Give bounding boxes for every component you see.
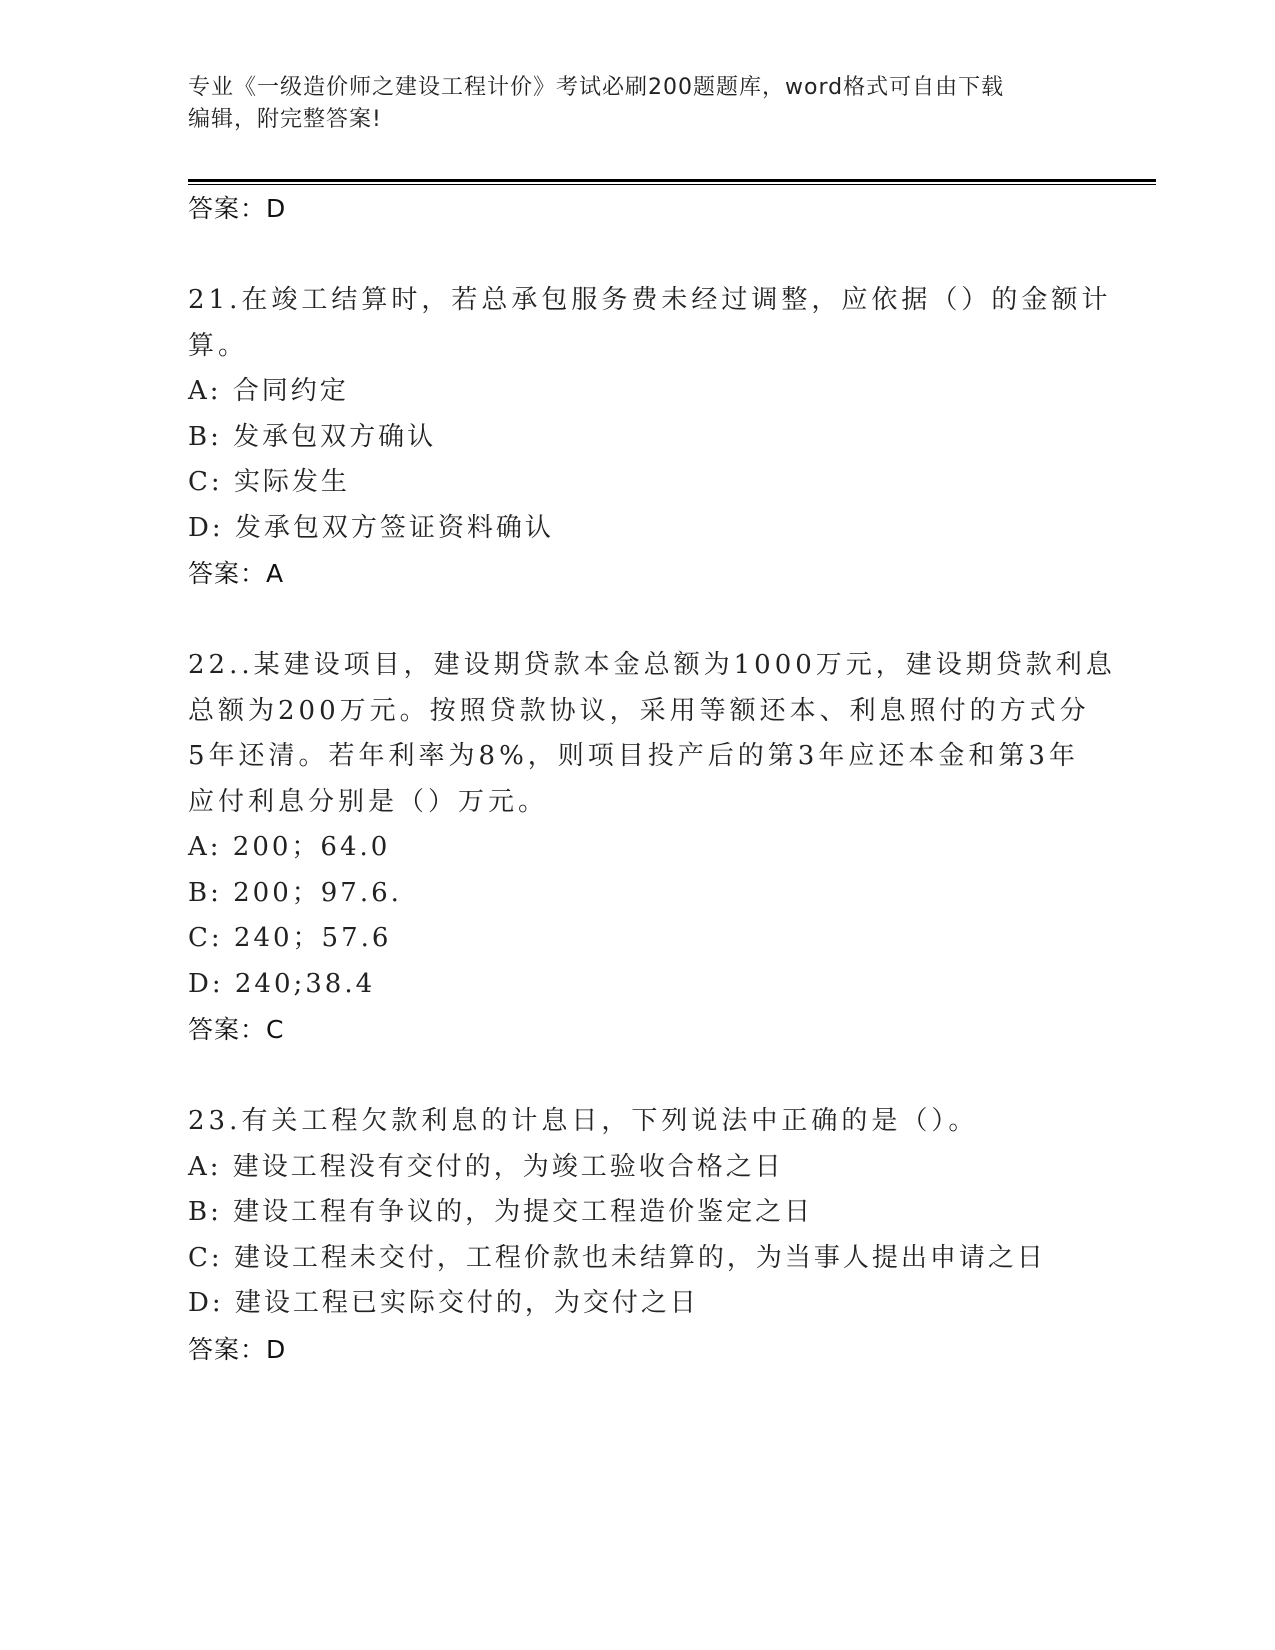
- answer: 答案：C: [188, 1015, 285, 1044]
- option-b: B: 200；97.6.: [188, 877, 402, 908]
- question-23: [188, 1099, 1088, 1373]
- question-text-line: 21.在竣工结算时，若总承包服务费未经过调整，应依据（）的金额计: [188, 285, 1112, 315]
- question-21: [188, 278, 1112, 597]
- header-rule-thin: [188, 184, 1156, 185]
- answer: 答案：D: [188, 1334, 287, 1364]
- question-text-line: 22..某建设项目，建设期贷款本金总额为1000万元，建设期贷款利息: [188, 650, 1116, 680]
- option-c: C: 建设工程未交付，工程价款也未结算的，为当事人提出申请之日: [188, 1242, 1046, 1273]
- option-b: B: 建设工程有争议的，为提交工程造价鉴定之日: [188, 1197, 814, 1227]
- option-a: A: 建设工程没有交付的，为竣工验收合格之日: [188, 1151, 784, 1182]
- option-c: C: 240；57.6: [188, 923, 392, 953]
- option-b: B: 发承包双方确认: [188, 421, 437, 452]
- question-text-line: 总额为200万元。按照贷款协议，采用等额还本、利息照付的方式分: [188, 695, 1090, 726]
- answer: 答案：A: [188, 559, 285, 588]
- spacer: [188, 1053, 1088, 1099]
- question-list: [188, 186, 1116, 1373]
- option-a: A: 合同约定: [188, 376, 349, 406]
- header-line-2: 编辑，附完整答案!: [188, 107, 382, 132]
- spacer: [188, 597, 1088, 643]
- document-header: [188, 72, 1068, 136]
- option-a: A: 200；64.0: [188, 832, 391, 862]
- header-line-1: 专业《一级造价师之建设工程计价》考试必刷200题题库，word格式可自由下载: [188, 75, 1005, 100]
- option-c: C: 实际发生: [188, 467, 350, 497]
- spacer: [188, 232, 1088, 278]
- question-text-line: 算。: [188, 330, 249, 361]
- question-text-line: 23.有关工程欠款利息的计息日，下列说法中正确的是（）。: [188, 1106, 979, 1136]
- question-text-line: 应付利息分别是（）万元。: [188, 786, 549, 817]
- question-22: [188, 643, 1116, 1053]
- option-d: D: 发承包双方签证资料确认: [188, 512, 554, 543]
- previous-answer: 答案：D: [188, 194, 287, 223]
- option-d: D: 240;38.4: [188, 968, 376, 999]
- header-rule-thick: [188, 179, 1156, 182]
- question-text-line: 5年还清。若年利率为8%，则项目投产后的第3年应还本金和第3年: [188, 741, 1079, 771]
- option-d: D: 建设工程已实际交付的，为交付之日: [188, 1288, 699, 1318]
